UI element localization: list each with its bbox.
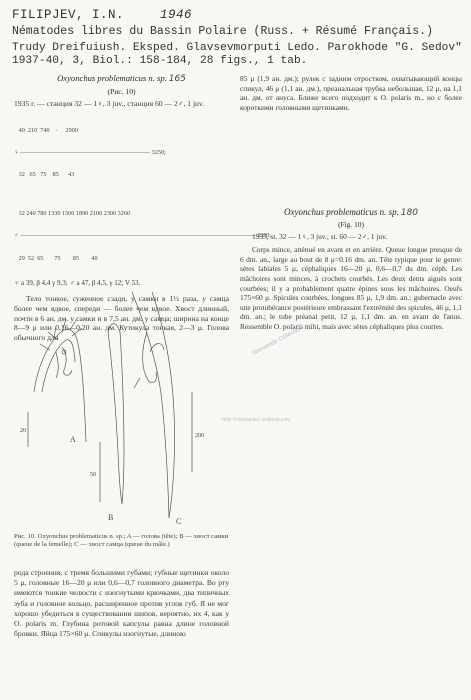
figure-10 [12, 292, 230, 528]
species-heading [14, 74, 229, 85]
figure-caption: Рис. 10. Oxyonchus problematicus n. sp.; A — голова (tête); B — хвост самки (queue de la femelle); C — хвост самца (queue du mâle.) [14, 533, 229, 549]
formula-female-top: 40 210 740 · 2900 [14, 126, 78, 134]
title-line: Nématodes libres du Bassin Polaire (Russ. + Résumé Français.) [12, 25, 433, 38]
formula-female-bottom: 32 65 75 85 43 [14, 171, 75, 179]
formula-male-bottom: 29 52 65 75 85 40 [14, 254, 98, 262]
collection-stamp: Nematode Collection [251, 325, 304, 357]
ratios: ♀ a 39, β 4,4 γ 9,3; ♂ a 47, β 4,5, γ 12; V 53. [14, 278, 141, 287]
source-line-1: Trudy Dreifuiush. Eksped. Glavsevmorputi Ledo. Parokhode "G. Sedov" [12, 42, 462, 54]
right-column [240, 74, 462, 332]
male-tail-drawing [132, 292, 175, 518]
figure-ref: (Рис. 10) [107, 86, 136, 96]
formula-male [14, 195, 271, 276]
watermark-url: http://nemaplex.ucdavis.edu [222, 417, 291, 423]
fr-station: 1935, st. 32 — 1♀, 3 juv.; st. 60 — 2♂, 1 juv. [252, 231, 388, 241]
scale-label-a: 20 [20, 428, 26, 434]
station-info: 1935 г. — станция 32 — 1♀, 3 juv., станция 60 — 2♂, 1 juv. [14, 99, 205, 109]
label-c: C [176, 517, 182, 526]
formula-male-top: 32 240 780 1330 1500 1890 2100 2300 3260 [14, 210, 131, 218]
label-a: A [70, 435, 76, 444]
source-citation [12, 42, 467, 68]
fr-species-name: Oxyonchus problematicus n. sp. [284, 207, 399, 218]
head-drawing [34, 319, 86, 442]
fr-figure-ref: (Fig. 10) [338, 219, 364, 229]
left-column-bottom [14, 568, 229, 639]
author-line [12, 8, 192, 22]
description-ru-2: рода строения, с тремя большими губами; губные щетинки около 5 μ, головные 16—20 μ или 0,6—0,7 головного диаметра. Во рту имеются тонкие челюсти с изогнутыми крючками, два типичных зуба и головное кольцо, расширенное против углов губ. Я не мог хорошо убедиться в существовании шипов, вероятно, их 4, как у O. polaris m. Глубина ротовой капсулы равна длине головной бровки. Яйца 175×60 μ. Спикулы изогнутые, длиною [14, 568, 229, 639]
female-tail-drawing [108, 324, 124, 504]
description-ru-continued: 85 μ (1,9 ан. дм.); рулек с задним отростком, охватывающий концы спикул, 46 μ (1,1 ан. дм.), преанальная трубка небольшая, 12 μ, на 1,1 ан. дм. от ануса. Ближе всего подходит к O. polaris m., но с более короткими головными щетинками. [240, 74, 462, 112]
author: FILIPJEV, I.N. [12, 8, 125, 22]
formula-female-mid: ♀ ————————————————————— 3250; [14, 148, 166, 156]
species-name: Oxyonchus problematicus n. sp. [57, 73, 167, 83]
description-ru: Тело тонкое, суженное сзади, у самки в 1½ раза, у самца более чем вдвое, спереди — более чем вдвое. Хвост длинный, почти в 6 ан. дм. у самки и в 7,5 ан. дм. у самца; ширина на конце 8—9 μ или 0,16—0,20 ан. дм. Кутикула тонкая, 2—3 μ. Голова обычного для [14, 294, 229, 342]
formula-male-mid: ♂ —————————————————————————————————————— 3350; [14, 232, 271, 240]
source-line-2: 1937-40, 3, Biol.: 158-184, 28 figs., 1 tab. [12, 55, 308, 67]
year: 1946 [160, 8, 193, 22]
fr-page-note: 180 [400, 208, 418, 219]
nematode-drawing [12, 292, 230, 528]
formula-female [14, 112, 229, 193]
scale-label-b: 50 [90, 472, 96, 478]
fr-species-heading [240, 208, 462, 219]
fr-description: Corps mince, atténué en avant et en arrière. Queue longue presque de 6 dm. an., large au bout de 8 μ=0.16 dm. an. Tête typique pour le genre: sètes labiales 5 μ, céphaliques 16—20 μ, 0,6—0,7 du dm. céph. Les mâchoires sont minces, à crochets courbés. Les deux dents aiguës sont courbées; il y a probablement quatre épines sous les mâchoires. Oeufs 175×60 μ. Spicules courbées, longues 85 μ, 1,9 dm. an.; gubernacle avec une protubérance postérieure embrassant l'extrémité des spicules, 46 μ, 1,1 dm. an.; le tube préanal petit, 12 μ, 1,1 dm. an. en avant de l'anus. Ressemble O. polaris mihi, mais avec sètes céphaliques plus courtes. [240, 245, 462, 331]
scale-label-c: 200 [195, 433, 204, 439]
label-b: B [108, 513, 114, 522]
page-note: 165 [168, 74, 186, 84]
